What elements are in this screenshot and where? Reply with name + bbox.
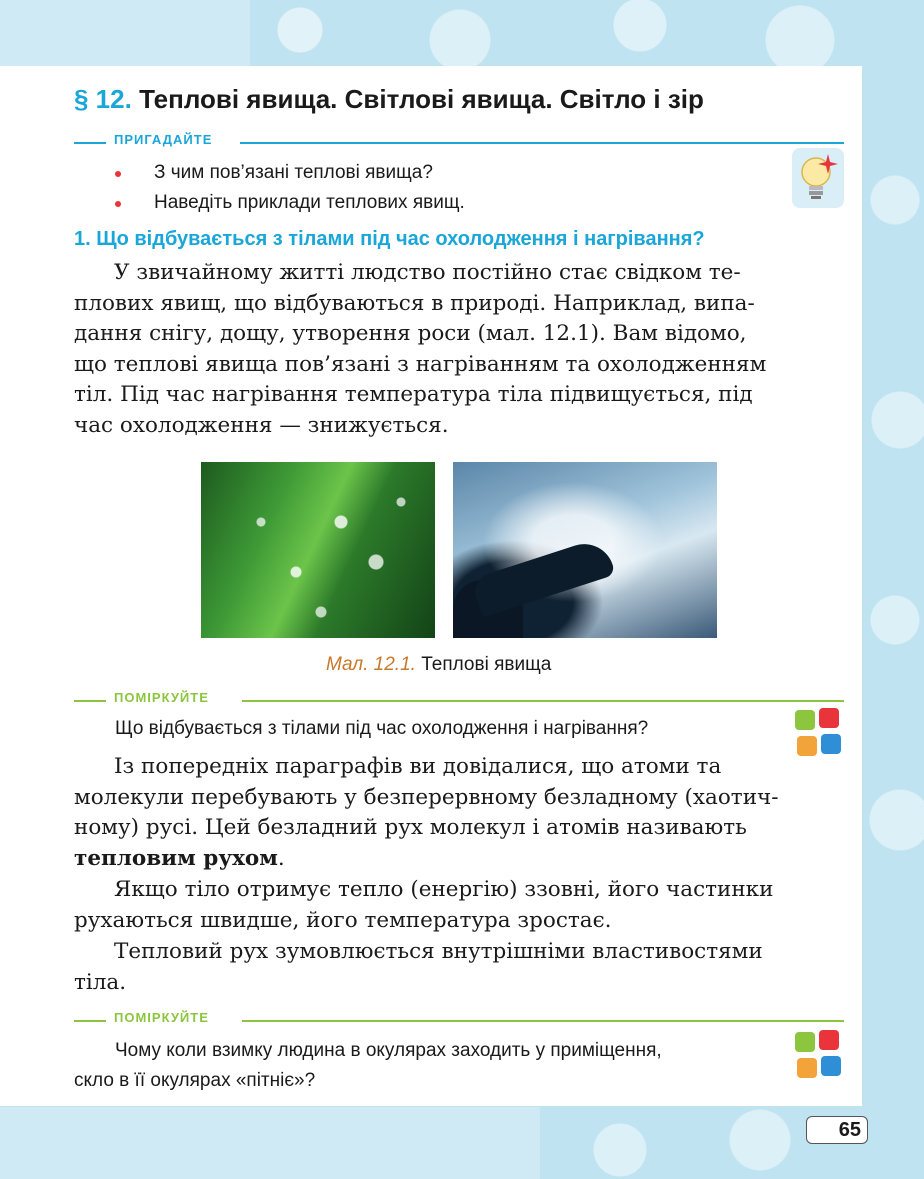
paragraph-2: Із попередніх параграфів ви довідалися, що атоми та молекули перебувають у безперервному безладному (хаотич- ному) русі. Цей безладний рух молекул і атомів називають тепловим рухом. xyxy=(74,754,779,871)
snow-hand-photo xyxy=(453,462,717,638)
recall-label: ПРИГАДАЙТЕ xyxy=(74,132,844,148)
figure-caption xyxy=(326,654,551,676)
think-label: ПОМІРКУЙТЕ xyxy=(74,690,844,706)
dew-drops-photo xyxy=(201,462,435,638)
section-number: § 12. xyxy=(74,84,132,114)
list-item: Наведіть приклади теплових явищ. xyxy=(110,188,465,218)
list-item: З чим пов’язані теплові явища? xyxy=(110,158,465,188)
page-number: 65 xyxy=(806,1116,868,1144)
paragraph-4: Тепловий рух зумовлюється внутрішніми властивостями тіла. xyxy=(74,939,763,995)
think-question-2-line-1: Чому коли взимку людина в окулярах заходить у приміщення, xyxy=(115,1040,662,1061)
section-title-text: Теплові явища. Світлові явища. Світло і зір xyxy=(139,84,704,114)
term-bold: тепловим рухом xyxy=(74,845,278,871)
section-heading: 1. Що відбувається з тілами під час охолодження і нагрівання? xyxy=(74,228,705,250)
figure-ref: Мал. 12.1. xyxy=(326,654,416,675)
page-title xyxy=(74,84,704,115)
bottom-band xyxy=(0,1107,540,1179)
puzzle-icon xyxy=(795,1030,845,1086)
recall-list xyxy=(110,158,465,218)
think-label-2: ПОМІРКУЙТЕ xyxy=(74,1010,844,1026)
figure-caption-text: Теплові явища xyxy=(421,654,552,675)
top-band xyxy=(0,0,250,66)
lightbulb-icon xyxy=(792,148,844,208)
paragraph-1: У звичайному житті людство постійно стає свідком те- плових явищ, що відбуваються в природі. Наприклад, випа- дання снігу, дощу, утворення роси (мал. 12.1). Вам відомо, що теплові явища пов’язані з нагріванням та охолодженням тіл. Під час нагрівання температура тіла підвищується, під час охолодження — знижується. xyxy=(74,260,767,438)
think-question: Що відбувається з тілами під час охолодження і нагрівання? xyxy=(115,718,649,739)
think-question-2-line-2: скло в її окулярах «пітніє»? xyxy=(74,1070,316,1091)
paragraph-3: Якщо тіло отримує тепло (енергію) ззовні, його частинки рухаються швидше, його температура зростає. xyxy=(74,877,774,933)
